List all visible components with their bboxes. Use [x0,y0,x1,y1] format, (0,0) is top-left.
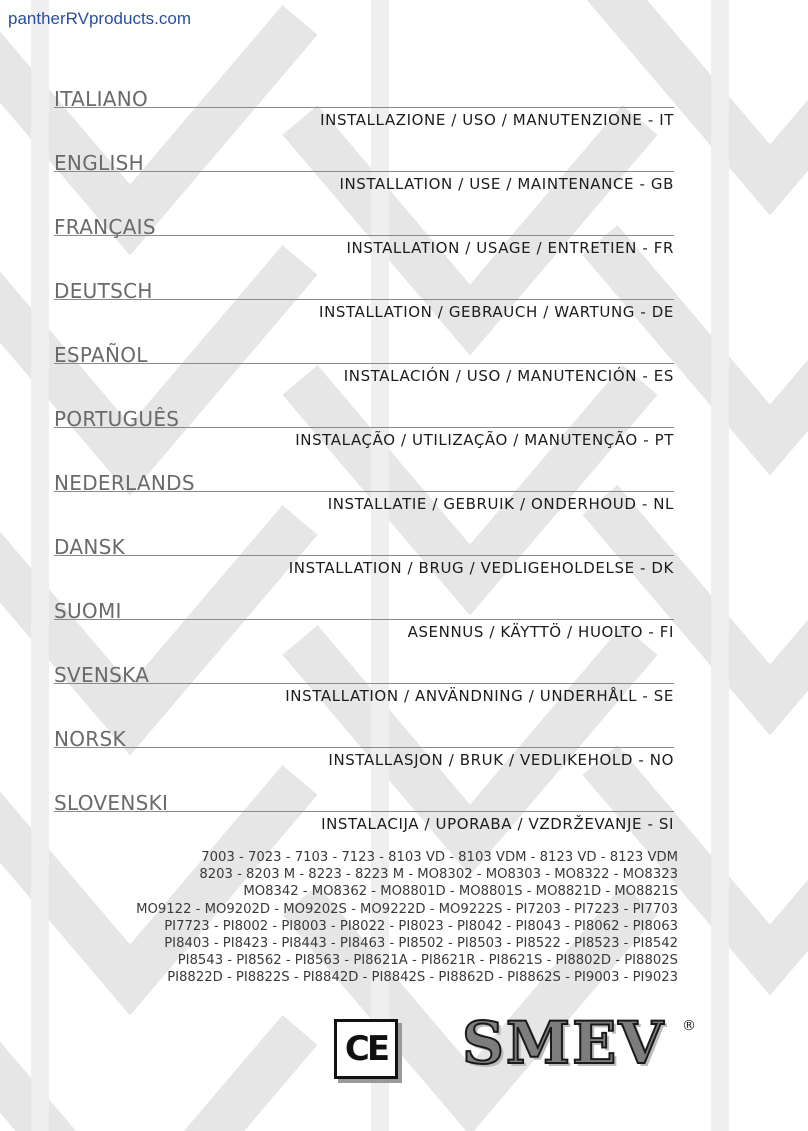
language-name: SUOMI [54,599,122,623]
language-subtitle: INSTALACIJA / UPORABA / VZDRŽEVANJE - SI [321,815,674,833]
language-rule [54,171,674,172]
language-subtitle: INSTALLATION / GEBRAUCH / WARTUNG - DE [319,303,674,321]
language-name: ENGLISH [54,151,144,175]
model-line: 7003 - 7023 - 7103 - 7123 - 8103 VD - 8103 VDM - 8123 VD - 8123 VDM [201,850,678,865]
language-name: SLOVENSKI [54,791,169,815]
language-subtitle: INSTALLATION / ANVÄNDNING / UNDERHÅLL - SE [285,687,674,705]
language-name: FRANÇAIS [54,215,156,239]
language-entry [54,792,674,856]
language-rule [54,619,674,620]
language-subtitle: INSTALLATIE / GEBRUIK / ONDERHOUD - NL [327,495,674,513]
language-name: SVENSKA [54,663,150,687]
model-line: MO8342 - MO8362 - MO8801D - MO8801S - MO8821D - MO8821S [243,884,678,900]
language-subtitle: INSTALLASJON / BRUK / VEDLIKEHOLD - NO [328,751,674,769]
model-line: PI8543 - PI8562 - PI8563 - PI8621A - PI8621R - PI8621S - PI8802D - PI8802S [177,953,678,969]
model-line: PI8403 - PI8423 - PI8443 - PI8463 - PI8502 - PI8503 - PI8522 - PI8523 - PI8542 [164,936,678,952]
language-name: PORTUGUÊS [54,407,180,431]
model-line: PI7723 - PI8002 - PI8003 - PI8022 - PI8023 - PI8042 - PI8043 - PI8062 - PI8063 [164,918,678,934]
language-subtitle: INSTALLAZIONE / USO / MANUTENZIONE - IT [320,111,674,129]
language-entry [54,536,674,600]
language-name: NEDERLANDS [54,471,195,495]
watermark-url: pantherRVproducts.com [8,9,192,28]
smev-logo: SMEV [462,1009,666,1077]
model-line: PI8822D - PI8822S - PI8842D - PI8842S - PI8862D - PI8862S - PI9003 - PI9023 [167,970,678,986]
language-subtitle: INSTALACIÓN / USO / MANUTENCIÓN - ES [343,367,674,385]
language-entry [54,472,674,536]
model-line: 8203 - 8203 M - 8223 - 8223 M - MO8302 - MO8303 - MO8322 - MO8323 [199,867,678,883]
language-entry [54,600,674,664]
language-subtitle: ASENNUS / KÄYTTÖ / HUOLTO - FI [407,623,674,641]
language-subtitle: INSTALLATION / USE / MAINTENANCE - GB [339,175,674,193]
language-name: NORSK [54,727,126,751]
language-subtitle: INSTALLATION / USAGE / ENTRETIEN - FR [346,239,674,257]
language-rule [54,555,674,556]
language-name: DEUTSCH [54,279,153,303]
language-entry [54,216,674,280]
language-list [54,88,674,856]
language-subtitle: INSTALLATION / BRUG / VEDLIGEHOLDELSE - DK [288,559,674,577]
language-entry [54,664,674,728]
language-name: ESPAÑOL [54,343,148,367]
language-entry [54,280,674,344]
language-entry [54,152,674,216]
language-entry [54,344,674,408]
language-name: ITALIANO [54,87,149,111]
registered-mark: ® [682,1018,696,1034]
language-entry [54,88,674,152]
ce-mark-text: CE [344,1029,388,1069]
language-entry [54,728,674,792]
language-name: DANSK [54,535,126,559]
language-rule [54,747,674,748]
ce-mark-icon [334,1019,398,1079]
language-subtitle: INSTALAÇÃO / UTILIZAÇÃO / MANUTENÇÃO - PT [295,431,674,449]
model-line: MO9122 - MO9202D - MO9202S - MO9222D - MO9222S - PI7203 - PI7223 - PI7703 [136,901,678,917]
model-list [136,849,678,987]
language-entry [54,408,674,472]
